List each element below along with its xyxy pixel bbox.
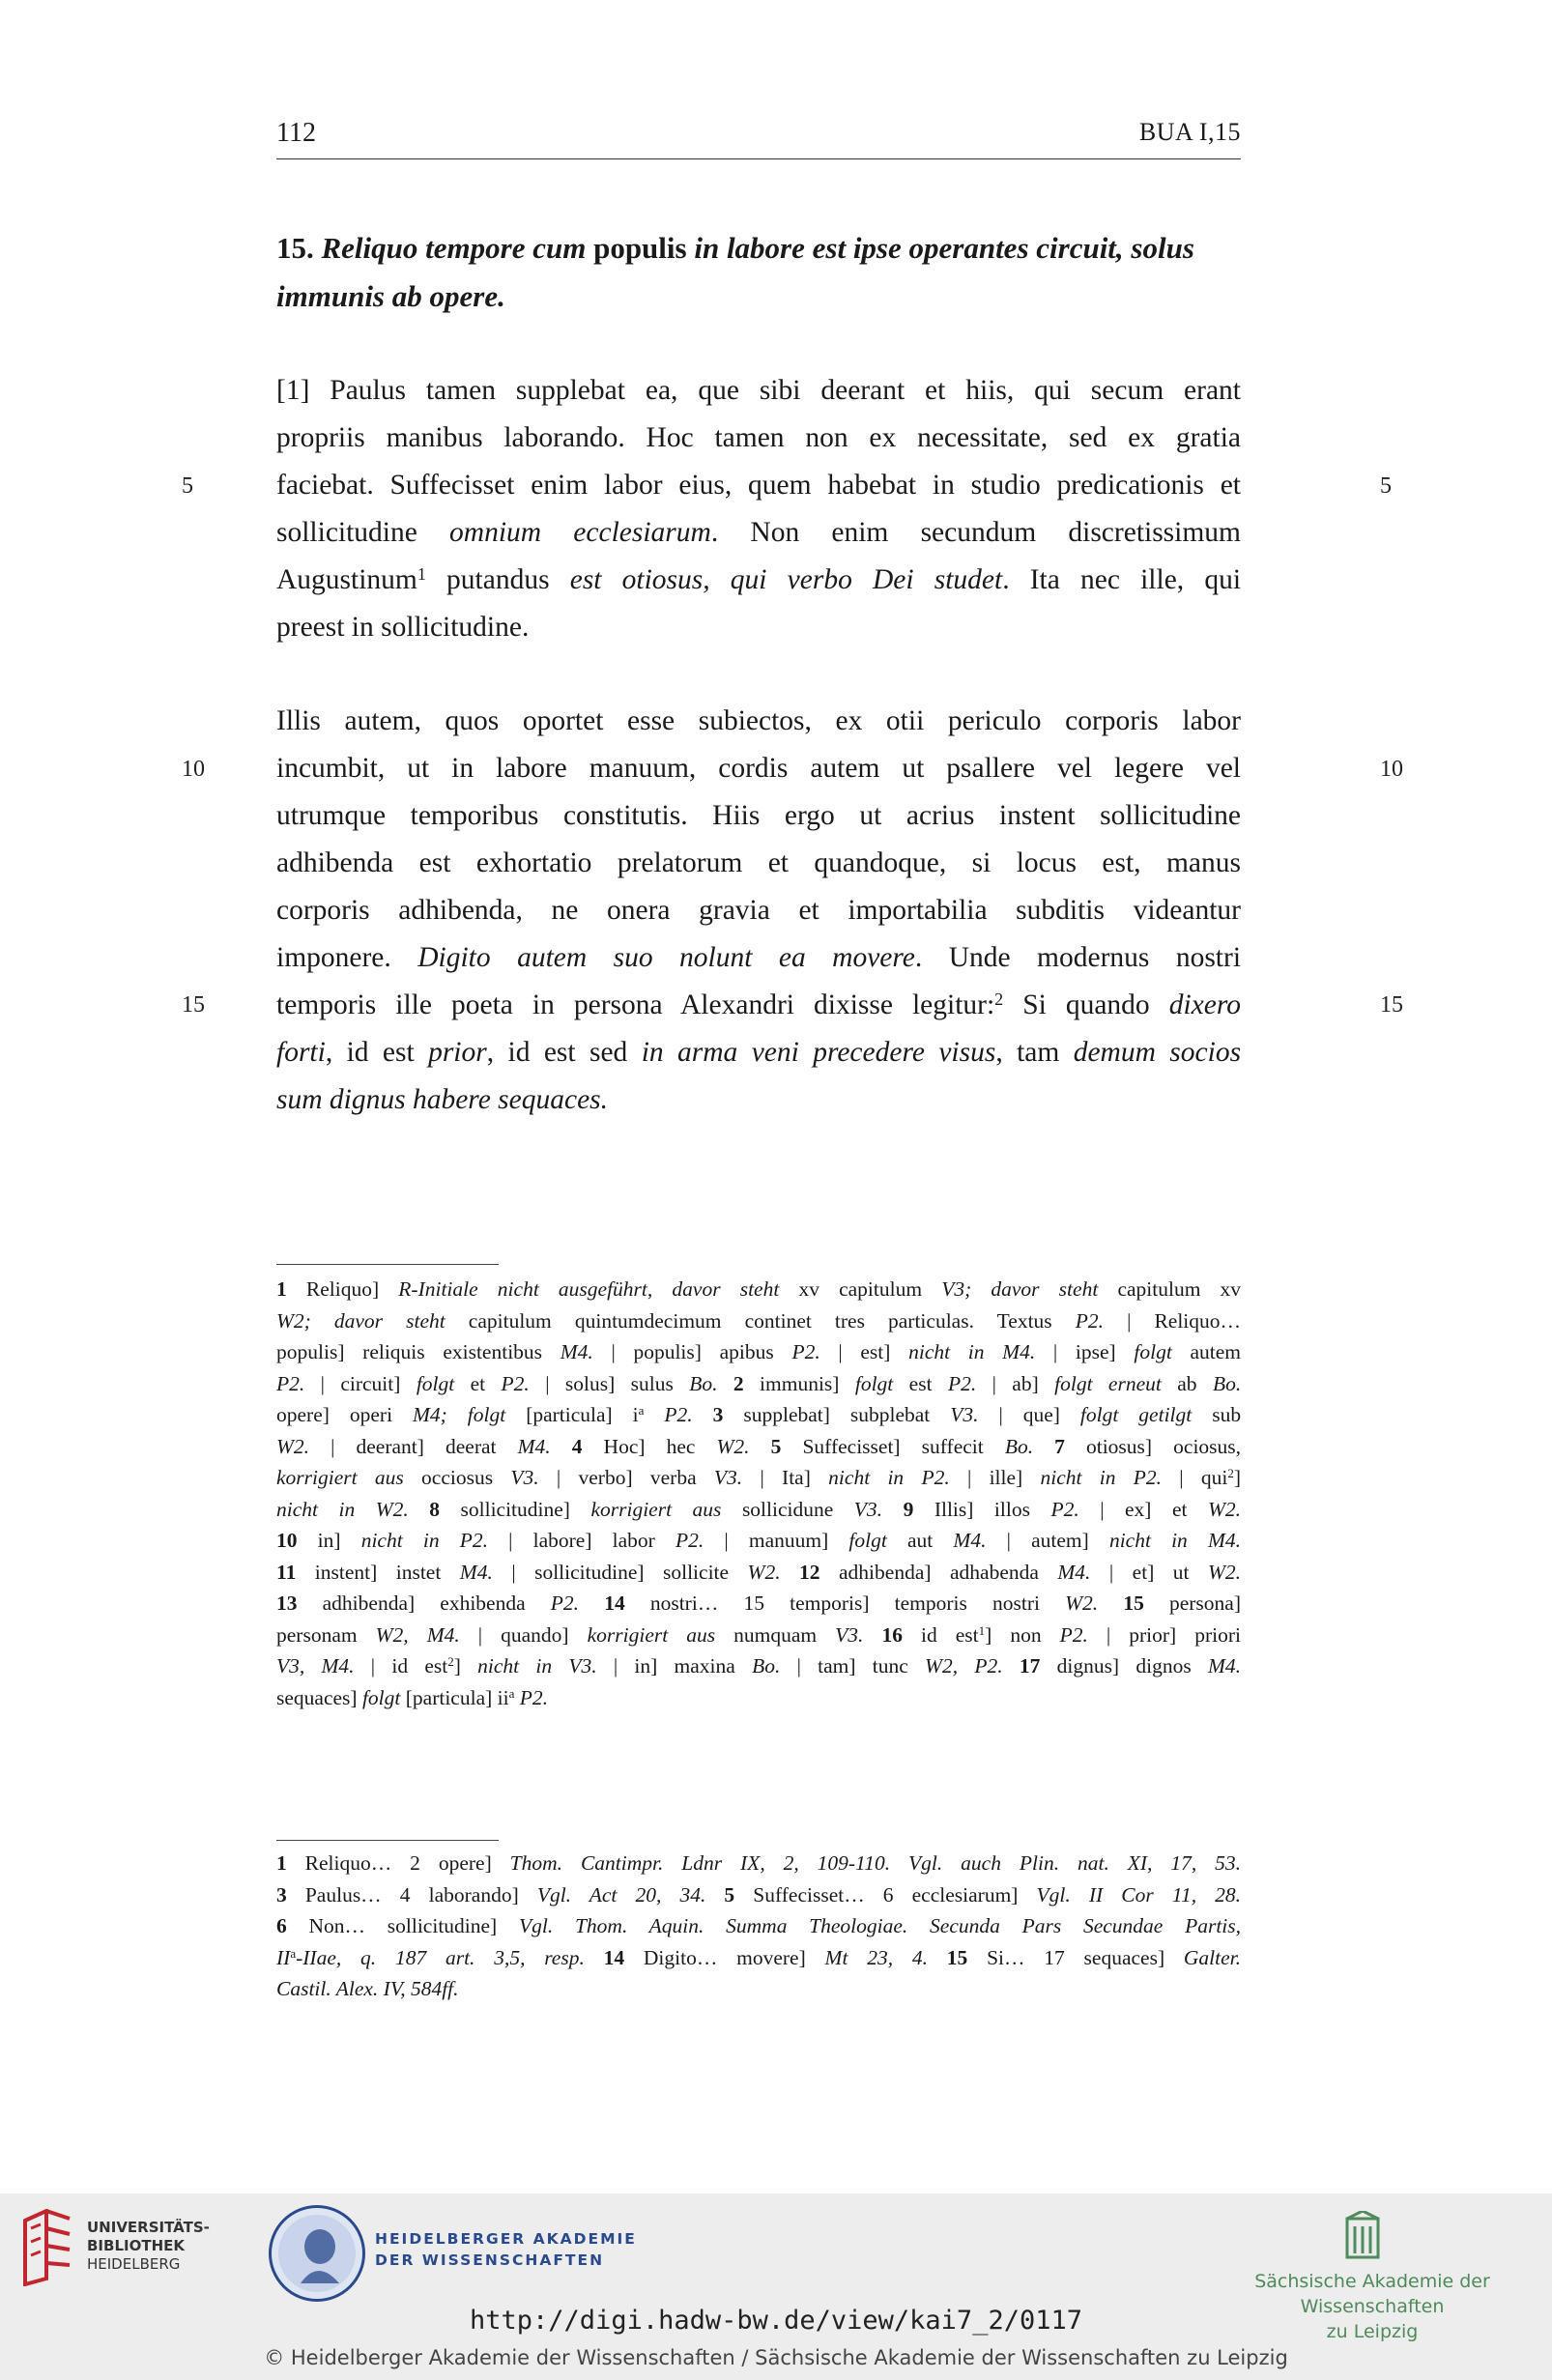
text-run: | qui	[1179, 1466, 1228, 1489]
lemma-line: 1	[276, 1277, 287, 1301]
logo-text: HEIDELBERGER AKADEMIE	[375, 2230, 637, 2248]
note: nicht in P2.	[828, 1466, 950, 1489]
note: P2.	[791, 1340, 820, 1363]
note: Vgl. II Cor 11, 28.	[1036, 1882, 1242, 1907]
note: V3, M4.	[276, 1654, 355, 1677]
text-run: et	[470, 1371, 486, 1395]
line-number-right: 5	[1380, 473, 1392, 499]
note: folgt erneut	[1054, 1371, 1162, 1395]
quotation: dixero	[1168, 989, 1241, 1020]
note: W2.	[716, 1434, 750, 1458]
text-run: | solus] sulus	[545, 1371, 674, 1395]
permalink-url[interactable]: http://digi.hadw-bw.de/view/kai7_2/0117	[470, 2306, 1082, 2336]
text-run: nostri… 15 temporis] temporis nostri	[649, 1591, 1040, 1615]
note: nicht in V3.	[477, 1654, 597, 1677]
saxon-academy-building-icon	[1343, 2211, 1382, 2261]
text-line: adhibenda est exhortatio prelatorum et quandoque, si locus est, manus	[276, 847, 1241, 878]
heidelberg-academy-name	[375, 2228, 637, 2271]
source-apparatus	[276, 1848, 1241, 2005]
note: W2.	[747, 1560, 781, 1584]
apparatus-line	[276, 1368, 1241, 1400]
text-run: opere] operi	[276, 1403, 393, 1426]
sources-rule	[276, 1840, 499, 1841]
superscript: a	[290, 1945, 297, 1961]
apparatus-line	[276, 1942, 1241, 1974]
note: folgt	[416, 1371, 455, 1395]
copyright-notice: © Heidelberger Akademie der Wissenschaften / Sächsische Akademie der Wissenschaften zu Leipzig	[264, 2346, 1288, 2369]
apparatus-line	[276, 1525, 1241, 1557]
lemma-line: 12	[799, 1560, 820, 1584]
text-run: | ab]	[992, 1371, 1039, 1395]
text-run: ]	[453, 1654, 461, 1677]
apparatus-line	[276, 1431, 1241, 1463]
text-line: utrumque temporibus constitutis. Hiis ergo ut acrius instent sollicitudine	[276, 800, 1241, 831]
text-run: | manuum]	[724, 1529, 829, 1552]
note: korrigiert aus	[587, 1622, 716, 1647]
note: korrigiert aus	[276, 1466, 404, 1489]
text-run: [particula] ii	[405, 1685, 509, 1709]
note: M4.	[459, 1560, 493, 1584]
text-run: ] non	[985, 1622, 1042, 1647]
lemma-line: 5	[770, 1434, 782, 1458]
text-run: | prior] priori	[1106, 1622, 1242, 1647]
text-run: Si quando	[1003, 989, 1150, 1020]
note: V3.	[835, 1622, 864, 1647]
heading-segment: populis	[593, 231, 687, 265]
logo-text: HEIDELBERG	[87, 2255, 181, 2273]
text-line: corporis adhibenda, ne onera gravia et importabilia subditis videantur	[276, 895, 1241, 926]
apparatus-line	[276, 1399, 1241, 1431]
text-run: . Non enim secundum discretissimum	[710, 517, 1242, 548]
text-run: | Ita]	[760, 1466, 811, 1489]
text-run: | circuit]	[320, 1371, 401, 1395]
text-run: sollicitudine]	[460, 1497, 570, 1521]
text-line: faciebat. Suffecisset enim labor eius, quem habebat in studio predicationis et	[276, 470, 1241, 501]
note: II	[276, 1945, 291, 1969]
superscript: 2	[1227, 1466, 1234, 1480]
note: Thom. Cantimpr. Ldnr IX, 2, 109-110. Vgl. auch Plin. nat. XI, 17, 53.	[509, 1851, 1241, 1875]
note: Vgl. Act 20, 34.	[536, 1882, 706, 1907]
text-run: | est]	[838, 1340, 891, 1363]
note: folgt	[848, 1529, 887, 1552]
note: W2.	[1207, 1497, 1242, 1521]
note: W2.	[1208, 1560, 1242, 1584]
quotation: prior	[428, 1037, 487, 1068]
text-run: temporis ille poeta in persona Alexandri dixisse legitur:	[276, 989, 995, 1020]
text-run: , id est sed	[486, 1037, 628, 1068]
apparatus-line	[276, 1557, 1241, 1589]
lemma-line: 16	[881, 1622, 903, 1647]
apparatus-line	[276, 1848, 1241, 1879]
logo-text: BIBLIOTHEK	[87, 2237, 185, 2254]
text-line	[276, 557, 1241, 604]
page-number: 112	[276, 118, 316, 148]
note: M4.	[560, 1340, 593, 1363]
text-run: id est	[921, 1622, 979, 1647]
text-run: | in] maxina	[613, 1654, 735, 1677]
apparatus-line	[276, 1494, 1241, 1526]
academy-seal-icon	[269, 2205, 365, 2302]
note: W2.	[276, 1434, 310, 1458]
text-run: | ipse]	[1052, 1340, 1116, 1363]
text-run: sequaces]	[276, 1685, 358, 1709]
running-header	[276, 116, 1241, 159]
note: Bo.	[1004, 1434, 1034, 1458]
chapter-heading	[276, 224, 1241, 321]
lemma-line: 4	[571, 1434, 583, 1458]
logo-text: zu Leipzig	[1326, 2321, 1419, 2342]
text-run: | sollicitudine] sollicite	[511, 1560, 730, 1584]
lemma-line: 10	[276, 1529, 298, 1552]
text-run: Paulus… 4 laborando]	[304, 1882, 519, 1907]
text-line	[276, 509, 1241, 557]
note: V3.	[510, 1466, 539, 1489]
note: Galter.	[1183, 1945, 1242, 1969]
note: nicht in P2.	[360, 1529, 488, 1552]
lemma-line: 9	[903, 1497, 914, 1521]
heading-segment: immunis ab opere.	[276, 279, 505, 313]
text-run: | id est	[370, 1654, 448, 1677]
note: V3.	[853, 1497, 883, 1521]
lemma-line: 8	[429, 1497, 440, 1521]
text-line	[276, 982, 1241, 1029]
logo-text: UNIVERSITÄTS-	[87, 2219, 210, 2236]
lemma-line: 2	[733, 1371, 744, 1395]
apparatus-line	[276, 1682, 1241, 1714]
footnote-marker: 1	[417, 564, 426, 584]
text-run: sollicidune	[741, 1497, 834, 1521]
note: V3.	[713, 1466, 743, 1489]
text-run: | deerant] deerat	[331, 1434, 497, 1458]
running-title: BUA I,15	[1138, 118, 1241, 146]
apparatus-line	[276, 1462, 1241, 1494]
superscript: a	[508, 1685, 515, 1701]
note: W2; davor steht	[276, 1308, 445, 1333]
text-run: | que]	[998, 1403, 1060, 1426]
lemma-line: 13	[276, 1591, 298, 1615]
apparatus-line	[276, 1620, 1241, 1651]
note: folgt	[361, 1685, 401, 1709]
text-run: Reliquo… 2 opere]	[304, 1851, 492, 1875]
footnote-marker: 2	[994, 989, 1004, 1009]
text-run: est	[908, 1371, 933, 1395]
heading-segment: Reliquo tempore cum	[321, 231, 587, 265]
paragraph-1	[276, 367, 1241, 651]
note: Vgl. Thom. Aquin. Summa Theologiae. Secunda Pars Secundae Partis,	[518, 1914, 1242, 1937]
text-run: Suffecisset… 6 ecclesiarum]	[753, 1882, 1019, 1907]
lemma-line: 14	[604, 1591, 625, 1615]
note: korrigiert aus	[590, 1497, 722, 1521]
lemma-line: 5	[724, 1882, 735, 1907]
note: Castil. Alex. IV, 584ff.	[276, 1977, 459, 2000]
note: P2.	[664, 1403, 693, 1426]
superscript: 2	[447, 1654, 454, 1669]
quotation: est otiosus, qui verbo Dei studet	[569, 564, 1003, 595]
note: W2, P2.	[925, 1654, 1003, 1677]
text-run: capitulum quintumdecimum continet tres particulas. Textus	[468, 1308, 1052, 1333]
note: nicht in M4.	[1108, 1529, 1241, 1552]
note: P2.	[947, 1371, 977, 1395]
text-run: Hoc] hec	[603, 1434, 696, 1458]
note: R-Initiale nicht ausgeführt, davor steht	[398, 1277, 780, 1301]
apparatus-line	[276, 1588, 1241, 1620]
text-run: putandus	[425, 564, 550, 595]
university-library-name	[87, 2219, 210, 2274]
line-number-right: 10	[1380, 757, 1403, 782]
text-line: [1] Paulus tamen supplebat ea, que sibi deerant et hiis, qui secum erant	[276, 375, 1241, 406]
text-run: persona]	[1168, 1591, 1241, 1615]
lemma-line: 14	[603, 1945, 625, 1969]
text-run: Reliquo]	[305, 1277, 380, 1301]
text-run: , tam	[995, 1037, 1060, 1068]
quotation: omnium ecclesiarum	[449, 517, 711, 548]
text-run: capitulum xv	[1117, 1277, 1242, 1301]
text-run: | labore] labor	[508, 1529, 655, 1552]
note: nicht in M4.	[908, 1340, 1036, 1363]
text-run: Illis] illos	[934, 1497, 1030, 1521]
text-line	[276, 1076, 1241, 1124]
text-run: supplebat] subplebat	[743, 1403, 931, 1426]
note: P2.	[501, 1371, 530, 1395]
university-library-logo-icon	[17, 2209, 77, 2286]
line-number-left: 5	[182, 473, 193, 499]
note: M4.	[517, 1434, 551, 1458]
lemma-line: 1	[276, 1851, 287, 1875]
text-run: Si… 17 sequaces]	[987, 1945, 1165, 1969]
note: M4; folgt	[413, 1403, 506, 1426]
note: P2.	[1050, 1497, 1079, 1521]
note: Mt 23, 4.	[824, 1945, 928, 1969]
note: W2, M4.	[375, 1622, 460, 1647]
text-run: , id est	[325, 1037, 415, 1068]
text-run: xv capitulum	[798, 1277, 923, 1301]
apparatus-line	[276, 1973, 1241, 2005]
text-run: sub	[1212, 1403, 1242, 1426]
line-number-left: 10	[182, 757, 205, 782]
quotation: in arma veni precedere visus	[641, 1037, 996, 1068]
apparatus-line	[276, 1274, 1241, 1305]
lemma-line: 17	[1019, 1654, 1041, 1677]
note: P2.	[550, 1591, 580, 1615]
apparatus-line	[276, 1879, 1241, 1911]
note: M4.	[953, 1529, 987, 1552]
note: V3; davor steht	[941, 1277, 1099, 1301]
superscript: a	[638, 1403, 645, 1418]
text-run: Digito… movere]	[643, 1945, 806, 1969]
lemma-line: 7	[1054, 1434, 1065, 1458]
lemma-line: 6	[276, 1914, 287, 1937]
note: -IIae, q. 187 art. 3,5, resp.	[296, 1945, 585, 1969]
quotation: demum socios	[1073, 1037, 1242, 1068]
note: folgt	[1134, 1340, 1172, 1363]
lemma-line: 11	[276, 1560, 297, 1584]
text-run: Non… sollicitudine]	[308, 1914, 498, 1937]
text-run: adhibenda] exhibenda	[322, 1591, 526, 1615]
text-run: personam	[276, 1622, 358, 1647]
text-run: | ex] et	[1100, 1497, 1188, 1521]
text-run: ab	[1177, 1371, 1197, 1395]
text-line: Illis autem, quos oportet esse subiectos, ex otii periculo corporis labor	[276, 705, 1241, 736]
note: P2.	[1059, 1622, 1088, 1647]
text-run: [particula] i	[526, 1403, 639, 1426]
note: Bo.	[752, 1654, 781, 1677]
digitization-footer	[0, 2194, 1552, 2380]
note: M4.	[1057, 1560, 1091, 1584]
logo-text: DER WISSENSCHAFTEN	[375, 2251, 605, 2269]
note: V3.	[950, 1403, 979, 1426]
text-run: immunis]	[760, 1371, 840, 1395]
apparatus-line	[276, 1650, 1241, 1682]
lemma-line: 15	[946, 1945, 968, 1969]
note: P2.	[1075, 1308, 1104, 1333]
text-run: adhibenda] adhabenda	[839, 1560, 1039, 1584]
critical-apparatus	[276, 1274, 1241, 1713]
text-run: sollicitudine	[276, 517, 417, 548]
text-run: | quando]	[477, 1622, 569, 1647]
lemma-line: 3	[712, 1403, 724, 1426]
text-run: . Unde modernus nostri	[914, 942, 1242, 973]
text-run: . Ita nec ille, qui	[1002, 564, 1242, 595]
text-run: Suffecisset] suffecit	[802, 1434, 984, 1458]
apparatus-rule	[276, 1264, 499, 1265]
text-run: instent] instet	[314, 1560, 442, 1584]
text-run: occiosus	[421, 1466, 494, 1489]
lemma-line: 3	[276, 1882, 287, 1907]
text-run: | populis] apibus	[611, 1340, 774, 1363]
note: nicht in P2.	[1040, 1466, 1163, 1489]
lemma-line: 15	[1123, 1591, 1144, 1615]
text-run: | Reliquo…	[1127, 1308, 1242, 1333]
text-run: imponere.	[276, 942, 391, 973]
note: P2.	[276, 1371, 305, 1395]
note: nicht in W2.	[276, 1497, 409, 1521]
text-run: aut	[906, 1529, 934, 1552]
heading-segment: in labore est ipse operantes circuit, solus	[694, 231, 1194, 265]
text-run: | autem]	[1006, 1529, 1089, 1552]
text-line: preest in sollicitudine.	[276, 612, 530, 643]
line-number-left: 15	[182, 992, 205, 1018]
text-run: dignus] dignos	[1056, 1654, 1192, 1677]
text-run: | verbo] verba	[556, 1466, 697, 1489]
quotation: forti	[276, 1037, 326, 1068]
note: W2.	[1065, 1591, 1099, 1615]
text-line	[276, 1029, 1241, 1076]
apparatus-line	[276, 1910, 1241, 1942]
note: folgt	[854, 1371, 894, 1395]
text-run: | tam] tunc	[796, 1654, 908, 1677]
superscript: 1	[978, 1622, 986, 1638]
text-run: | ille]	[966, 1466, 1023, 1489]
note: P2.	[519, 1685, 549, 1709]
note: P2.	[675, 1529, 704, 1552]
text-run: autem	[1190, 1340, 1242, 1363]
text-run: ]	[1233, 1466, 1242, 1489]
apparatus-line	[276, 1305, 1241, 1337]
text-run: | et] ut	[1108, 1560, 1190, 1584]
text-line	[276, 934, 1241, 982]
logo-text: Sächsische Akademie der Wissenschaften	[1254, 2271, 1490, 2317]
paragraph-2	[276, 698, 1241, 1124]
text-line: propriis manibus laborando. Hoc tamen non ex necessitate, sed ex gratia	[276, 422, 1241, 453]
text-run: in]	[317, 1529, 341, 1552]
text-run: numquam	[733, 1622, 818, 1647]
note: Bo.	[689, 1371, 718, 1395]
text-run: otiosus] ociosus,	[1085, 1434, 1242, 1458]
note: Bo.	[1212, 1371, 1242, 1395]
text-run: populis] reliquis existentibus	[276, 1340, 543, 1363]
quotation: sum dignus habere sequaces.	[276, 1084, 609, 1115]
quotation: Digito autem suo nolunt ea movere	[417, 942, 915, 973]
apparatus-line	[276, 1336, 1241, 1368]
line-number-right: 15	[1380, 992, 1403, 1018]
text-run: Augustinum	[276, 564, 417, 595]
note: folgt getilgt	[1079, 1403, 1193, 1426]
text-line: incumbit, ut in labore manuum, cordis autem ut psallere vel legere vel	[276, 753, 1241, 784]
chapter-number: 15.	[276, 231, 314, 265]
note: M4.	[1207, 1654, 1241, 1677]
